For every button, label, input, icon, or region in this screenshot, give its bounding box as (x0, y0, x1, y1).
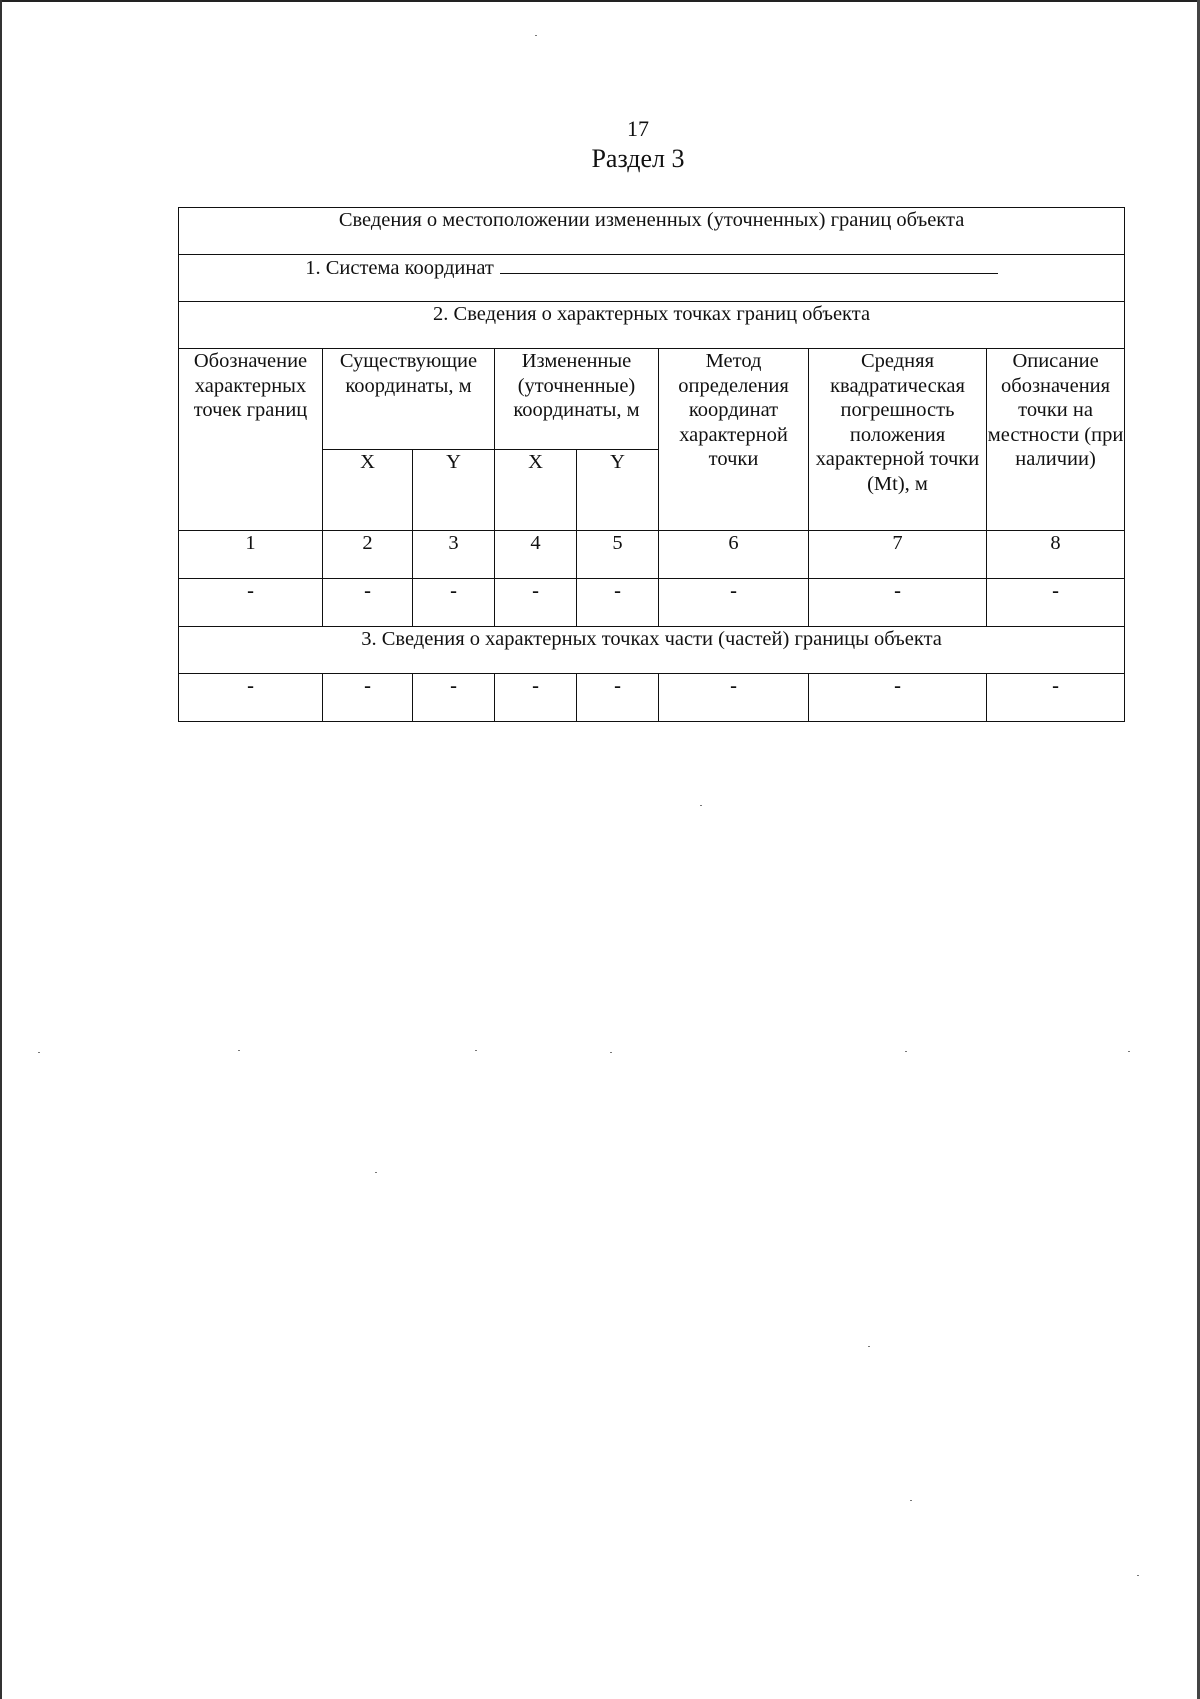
header-method: Метод определения координат характерной точки (659, 349, 809, 531)
coordinate-system-label: 1. Система координат (305, 257, 494, 279)
scan-speck (610, 1052, 612, 1053)
table-cell: - (413, 674, 495, 722)
header-accuracy: Средняя квадратическая погрешность положения характерной точки (Mt), м (809, 349, 987, 531)
table-cell: - (495, 674, 577, 722)
scan-edge-top (0, 0, 1200, 2)
table-cell: - (179, 674, 323, 722)
column-number: 5 (577, 531, 659, 579)
header-existing-y: Y (413, 450, 495, 531)
table-cell: - (495, 579, 577, 627)
column-number: 6 (659, 531, 809, 579)
header-description: Описание обозначения точки на местности (при наличии) (987, 349, 1125, 531)
points-section-row (179, 302, 1125, 349)
header-changed-y: Y (577, 450, 659, 531)
column-number: 7 (809, 531, 987, 579)
table-cell: - (659, 674, 809, 722)
column-number: 4 (495, 531, 577, 579)
header-existing-coords: Существующие координаты, м (323, 349, 495, 450)
parts-section-label: 3. Сведения о характерных точках части (частей) границы объекта (179, 627, 1125, 674)
header-changed-coords: Измененные (уточненные) координаты, м (495, 349, 659, 450)
table-cell: - (659, 579, 809, 627)
boundary-info-table (178, 207, 1125, 722)
coordinate-system-row (179, 255, 1125, 302)
scan-speck (475, 1050, 477, 1051)
header-changed-x: X (495, 450, 577, 531)
column-number: 1 (179, 531, 323, 579)
parts-data-row (179, 674, 1125, 722)
points-data-row (179, 579, 1125, 627)
coordinate-system-blank-line (500, 255, 998, 274)
column-number: 8 (987, 531, 1125, 579)
table-cell: - (323, 674, 413, 722)
table-cell: - (577, 674, 659, 722)
column-number: 3 (413, 531, 495, 579)
scan-speck (905, 1051, 907, 1052)
table-title: Сведения о местоположении измененных (уточненных) границ объекта (179, 208, 1125, 255)
column-numbers-row (179, 531, 1125, 579)
table-cell: - (809, 579, 987, 627)
table-cell: - (577, 579, 659, 627)
header-designation: Обозначение характерных точек границ (179, 349, 323, 531)
table-cell: - (323, 579, 413, 627)
table-cell: - (987, 579, 1125, 627)
column-number: 2 (323, 531, 413, 579)
section-title: Раздел 3 (591, 144, 685, 173)
scan-speck (868, 1346, 870, 1347)
scan-speck (700, 805, 702, 806)
coordinate-system-cell (179, 255, 1125, 302)
scan-edge-left (0, 0, 2, 1699)
page-number: 17 (627, 116, 649, 141)
scan-speck (238, 1050, 240, 1051)
points-section-label: 2. Сведения о характерных точках границ объекта (179, 302, 1125, 349)
scan-speck (1137, 1575, 1139, 1576)
scan-speck (1128, 1051, 1130, 1052)
scan-speck (375, 1172, 377, 1173)
scan-speck (535, 35, 537, 36)
table-cell: - (413, 579, 495, 627)
table-cell: - (987, 674, 1125, 722)
scan-speck (38, 1052, 40, 1053)
parts-section-row (179, 627, 1125, 674)
header-row (179, 349, 1125, 450)
table-cell: - (179, 579, 323, 627)
table-title-row (179, 208, 1125, 255)
header-existing-x: X (323, 450, 413, 531)
scan-speck (910, 1500, 912, 1501)
table-cell: - (809, 674, 987, 722)
